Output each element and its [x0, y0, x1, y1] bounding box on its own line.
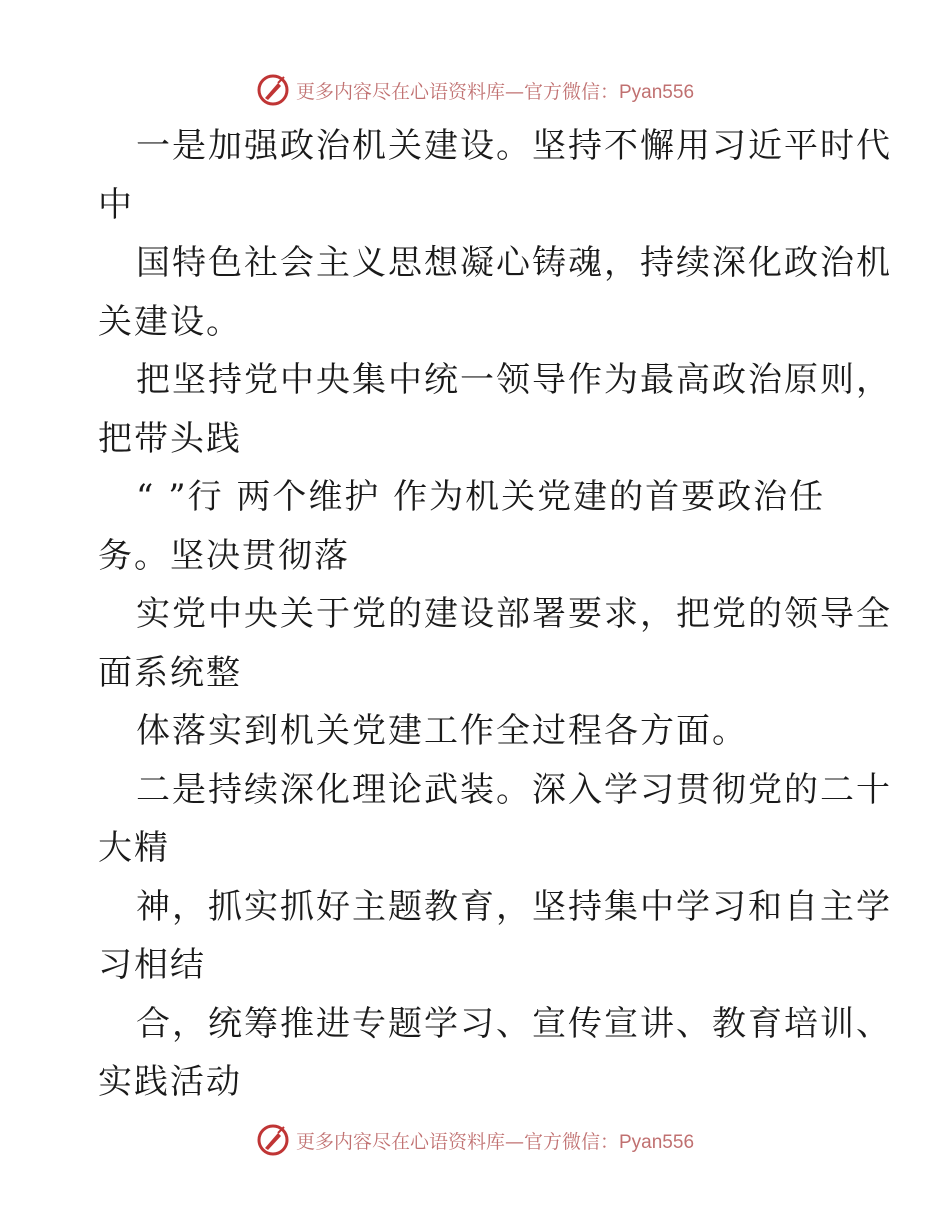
paragraph-7-line-2: 大精 [98, 828, 170, 868]
document-body [98, 117, 892, 1112]
paragraph-8-line-1: 神，抓实抓好主题教育，坚持集中学习和自主学 [136, 886, 892, 927]
watermark-wechat-id: Pyan556 [619, 1131, 695, 1153]
paragraph-4-line-1: “ ”行 两个维护 作为机关党建的首要政治任 [136, 477, 826, 517]
paragraph-7-line-1: 二是持续深化理论武装。深入学习贯彻党的二十 [136, 769, 892, 810]
paragraph-2-line-1: 国特色社会主义思想凝心铸魂，持续深化政治机 [136, 243, 892, 283]
header-watermark [0, 70, 950, 110]
paragraph-5-line-2: 面系统整 [98, 652, 242, 693]
footer-watermark [0, 1120, 950, 1160]
quill-seal-icon [256, 73, 290, 107]
watermark-text: 更多内容尽在心语资料库—官方微信：Pyan556 [295, 1130, 695, 1153]
watermark-text: 更多内容尽在心语资料库—官方微信：Pyan556 [295, 80, 695, 103]
quill-seal-icon [256, 1123, 290, 1157]
paragraph-3-line-1: 把坚持党中央集中统一领导作为最高政治原则， [136, 360, 892, 400]
paragraph-9-line-2: 实践活动 [98, 1062, 242, 1102]
paragraph-3-line-2: 把带头践 [98, 418, 242, 459]
paragraph-1-line-2: 中 [98, 184, 134, 225]
paragraph-2-line-2: 关建设。 [98, 301, 242, 342]
watermark-wechat-id: Pyan556 [619, 81, 695, 103]
paragraph-8-line-2: 习相结 [98, 945, 206, 985]
paragraph-5-line-1: 实党中央关于党的建设部署要求，把党的领导全 [136, 594, 892, 634]
paragraph-1-line-1: 一是加强政治机关建设。坚持不懈用习近平时代 [136, 126, 892, 166]
paragraph-6-line-1: 体落实到机关党建工作全过程各方面。 [136, 711, 748, 751]
paragraph-9-line-1: 合，统筹推进专题学习、宣传宣讲、教育培训、 [136, 1003, 892, 1044]
paragraph-4-line-2: 务。坚决贯彻落 [98, 535, 350, 576]
